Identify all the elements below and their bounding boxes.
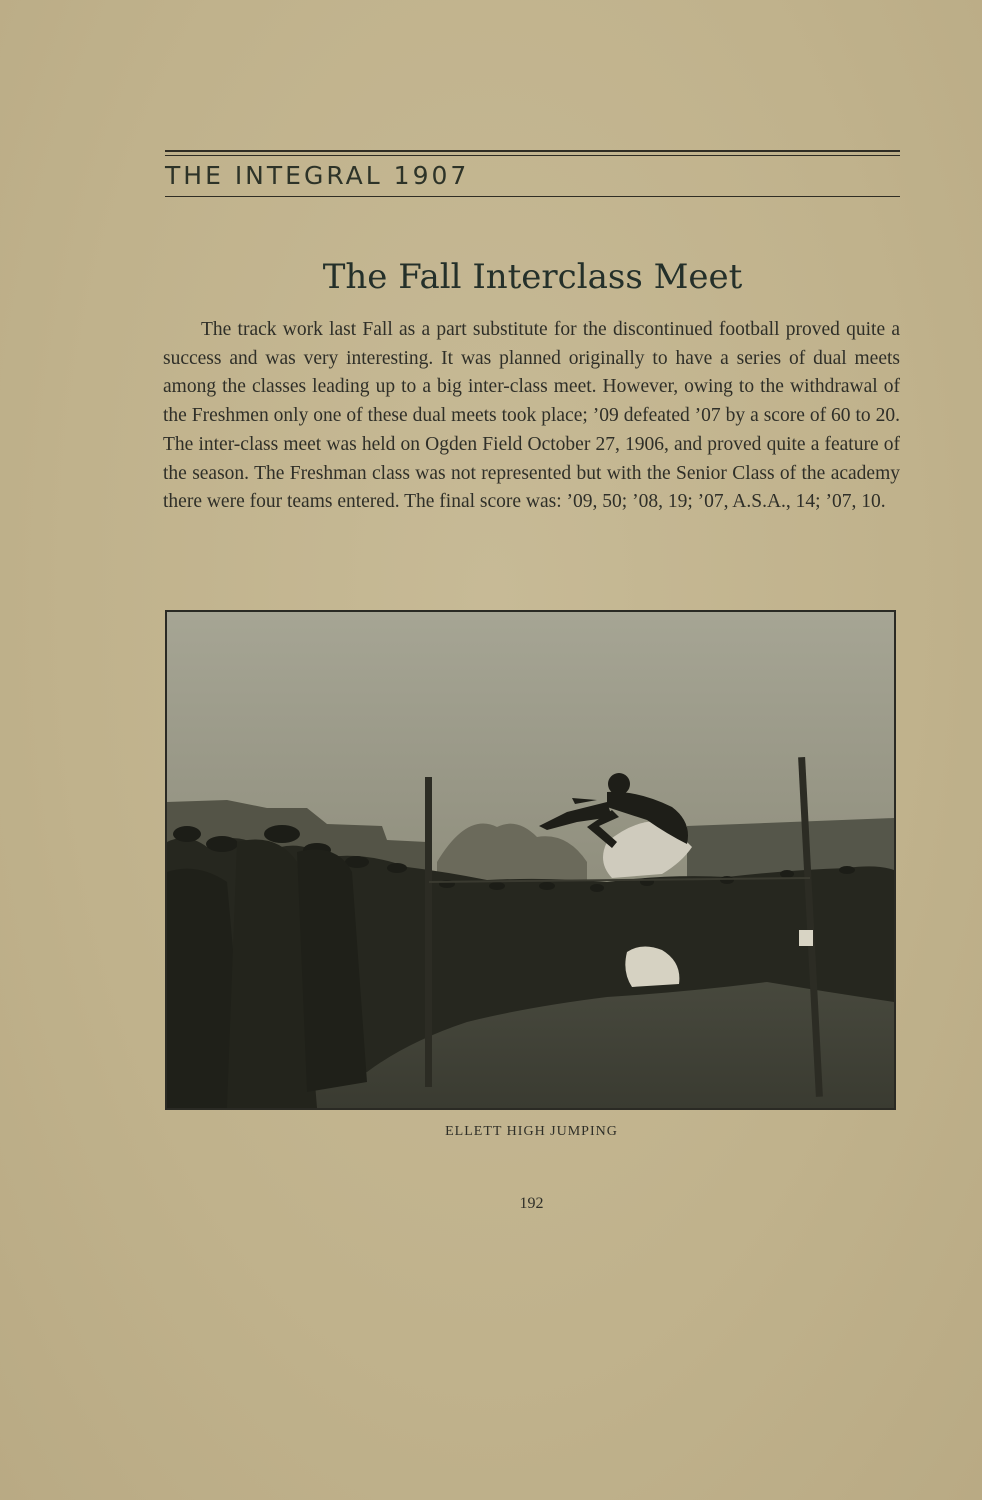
photograph-high-jump bbox=[165, 610, 896, 1110]
header-rule-under bbox=[165, 196, 900, 197]
athlete-shorts bbox=[799, 930, 813, 946]
running-head: THE INTEGRAL 1907 bbox=[165, 161, 470, 190]
header-rule-double-bottom bbox=[165, 155, 900, 156]
standard-left bbox=[425, 777, 432, 1087]
article-title: The Fall Interclass Meet bbox=[322, 257, 743, 297]
photo-caption: ELLETT HIGH JUMPING bbox=[445, 1124, 618, 1139]
page-number: 192 bbox=[519, 1195, 544, 1212]
header-rule-double-top bbox=[165, 150, 900, 152]
article-body: The track work last Fall as a part substitute for the discontinued football proved quite a success and was very interesting. It was planned originally to have a series of dual meets among the classes leading up to a big inter-class meet. However, owing to the withdrawal of the Freshmen only one of these dual meets took place; ’09 defeated ’07 by a score of 60 to 20. The inter-class meet was held on Ogden Field October 27, 1906, and proved quite a feature of the season. The Freshman class was not represented but with the Senior Class of the academy there were four teams entered. The final score was: ’09, 50; ’08, 19; ’07, A.S.A., 14; ’07, 10. bbox=[163, 319, 900, 513]
